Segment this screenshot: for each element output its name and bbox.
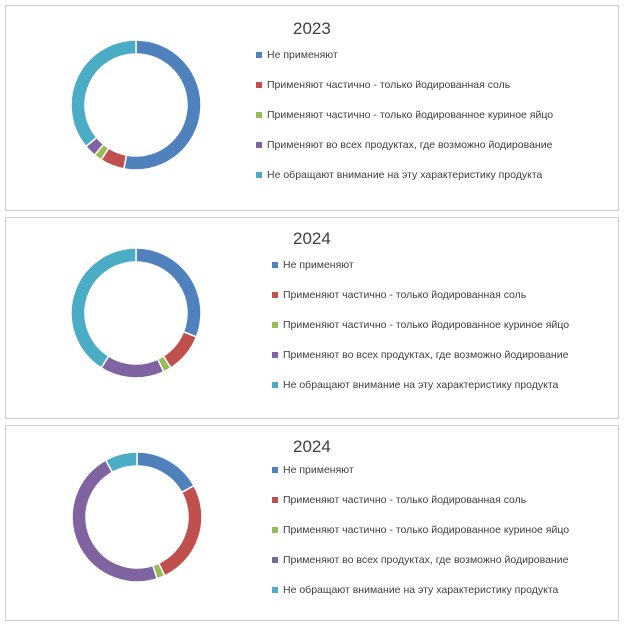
legend-label: Применяют во всех продуктах, где возможно йодирование <box>267 139 553 151</box>
donut-slice-4 <box>101 356 164 378</box>
legend-label: Не обращают внимание на эту характеристику продукта <box>283 584 559 596</box>
legend-swatch <box>256 82 262 88</box>
legend-swatch <box>256 112 262 118</box>
legend-swatch <box>256 172 262 178</box>
legend-swatch <box>272 587 278 593</box>
legend-swatch <box>272 467 278 473</box>
donut-chart <box>67 447 207 587</box>
legend-swatch <box>256 142 262 148</box>
donut-slice-1 <box>124 40 201 170</box>
legend-swatch <box>272 322 278 328</box>
legend-label: Применяют частично - только йодированная соль <box>283 494 527 506</box>
donut-slice-2 <box>159 486 202 576</box>
legend-swatch <box>272 292 278 298</box>
donut-chart <box>66 35 206 175</box>
donut-slice-4 <box>72 460 157 582</box>
chart-title: 2023 <box>293 19 331 38</box>
legend-swatch <box>272 382 278 388</box>
legend-swatch <box>272 527 278 533</box>
legend-label: Не применяют <box>283 464 354 476</box>
donut-chart <box>66 243 206 383</box>
legend-label: Применяют частично - только йодированная соль <box>283 289 527 301</box>
donut-slice-5 <box>71 248 136 368</box>
legend-label: Не применяют <box>283 259 354 271</box>
legend-label: Применяют частично - только йодированная соль <box>267 79 511 91</box>
legend-swatch <box>272 497 278 503</box>
chart-panel-2024 <box>5 217 619 419</box>
donut-slice-1 <box>136 248 201 337</box>
donut-slice-2 <box>163 332 196 368</box>
legend-label: Применяют частично - только йодированное куриное яйцо <box>267 109 554 121</box>
legend-label: Применяют частично - только йодированное куриное яйцо <box>283 524 570 536</box>
legend-label: Не обращают внимание на эту характеристику продукта <box>267 169 543 181</box>
donut-slice-5 <box>71 40 136 146</box>
chart-panel-2024-second <box>5 425 619 621</box>
legend-swatch <box>272 262 278 268</box>
donut-slice-5 <box>106 452 137 472</box>
chart-title: 2024 <box>293 437 331 456</box>
chart-panel-2023 <box>5 5 619 211</box>
legend-label: Применяют частично - только йодированное куриное яйцо <box>283 319 570 331</box>
legend-label: Применяют во всех продуктах, где возможно йодирование <box>283 349 569 361</box>
legend-label: Применяют во всех продуктах, где возможно йодирование <box>283 554 569 566</box>
donut-slice-1 <box>137 452 194 492</box>
legend-label: Не обращают внимание на эту характеристику продукта <box>283 379 559 391</box>
legend-swatch <box>272 557 278 563</box>
legend-swatch <box>256 52 262 58</box>
legend-swatch <box>272 352 278 358</box>
legend-label: Не применяют <box>267 49 338 61</box>
chart-title: 2024 <box>293 229 331 248</box>
